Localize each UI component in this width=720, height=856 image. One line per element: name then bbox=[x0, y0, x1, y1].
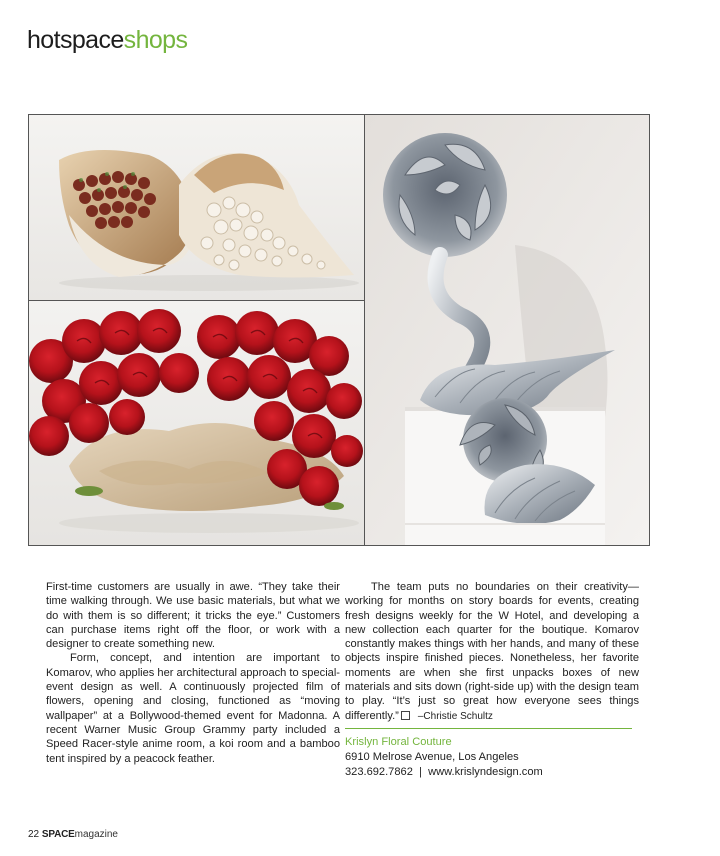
article-paragraph: Form, concept, and intention are important to Komarov, who applies her architectural approach to special-event design as well. A continuously projected film of flowers, opening and closing, functioned as “moving wallpaper” at a Bollywood-themed event for Madonna. A recent Warner Music Group Grammy party included a Speed Racer-style anime room, a koi room and a bamboo tent inspired by a peacock feather. bbox=[46, 652, 340, 765]
article-paragraph-text: The team puts no boundaries on their creativity—working for months on story boards for events, creating fresh designs weekly for the W Hotel, and developing a new collection each quarter for the boutique. Komarov constantly makes things with her hands, and many of these objects inspire finished pieces. Nonetheless, her favorite moments are when she first unpacks boxes of new materials and sits down (right-side up) with the design team to play. “It’s just so great how everyone sees things differently.” bbox=[345, 581, 639, 722]
red-roses-arrangement-photo bbox=[29, 301, 365, 545]
photo-grid bbox=[28, 114, 650, 546]
byline: –Christie Schultz bbox=[417, 710, 493, 722]
shop-name: Krislyn Floral Couture bbox=[345, 736, 452, 748]
shop-contact: 323.692.7862 | www.krislyndesign.com bbox=[345, 766, 543, 779]
magazine-brand-suffix: magazine bbox=[74, 829, 118, 840]
section-title bbox=[27, 28, 187, 53]
end-mark-icon bbox=[401, 711, 410, 720]
shell-arrangements-photo bbox=[29, 115, 365, 301]
shop-address: 6910 Melrose Avenue, Los Angeles bbox=[345, 751, 519, 764]
silver-sculpture-arrangement-photo bbox=[365, 115, 649, 545]
section-title-part-1: hotspace bbox=[27, 26, 124, 54]
divider bbox=[345, 728, 632, 729]
section-title-part-2: shops bbox=[123, 26, 188, 54]
article-column-left bbox=[46, 580, 340, 766]
page-footer bbox=[28, 829, 118, 840]
article-column-right bbox=[345, 580, 639, 724]
magazine-brand: SPACE bbox=[41, 829, 75, 840]
article-paragraph: First-time customers are usually in awe. “They take their time walking through. We use basic materials, but what we do with them is so different; it tricks the eye.” Customers can purchase items right off the floor, or work with a designer to create something new. bbox=[46, 581, 340, 651]
page-number: 22 bbox=[28, 829, 40, 840]
shop-info bbox=[345, 735, 543, 781]
article-paragraph bbox=[345, 580, 639, 724]
